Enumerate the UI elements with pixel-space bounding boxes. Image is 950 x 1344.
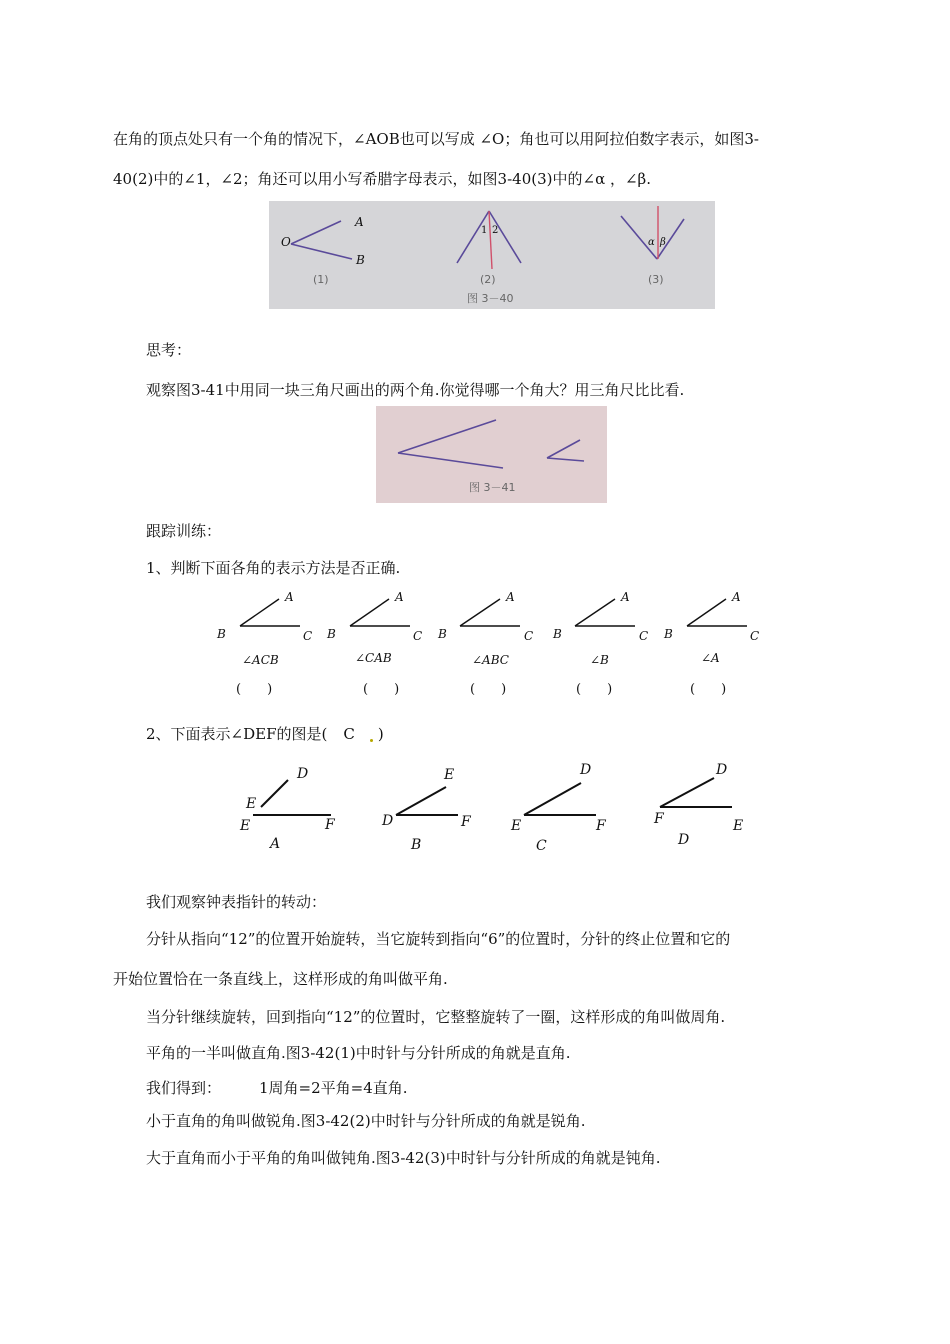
think-question: 观察图3-41中用同一块三角尺画出的两个角.你觉得哪一个角大？用三角尺比比看. <box>146 381 685 399</box>
clock-p6: 小于直角的角叫做锐角.图3-42(2)中时针与分针所成的角就是锐角. <box>146 1112 586 1130</box>
question-1: 1、判断下面各角的表示方法是否正确. <box>146 559 401 577</box>
q2-c-top: D <box>580 762 592 778</box>
q1-item2-c: C <box>413 629 423 643</box>
q1-item2-notation: ∠CAB <box>355 651 392 665</box>
q2-d-top: D <box>716 762 728 778</box>
clock-p3: 当分针继续旋转，回到指向“12”的位置时，它整整旋转了一圈，这样形成的角叫做周角. <box>146 1008 726 1026</box>
q2-c-left: E <box>511 818 522 834</box>
q1-item3-a: A <box>506 590 515 604</box>
sub-label-2: (2) <box>480 273 496 286</box>
clock-p4: 平角的一半叫做直角.图3-42(1)中时针与分针所成的角就是直角. <box>146 1044 571 1062</box>
q1-item5-answer[interactable]: ( ) <box>690 682 727 697</box>
intro-line-1: 在角的顶点处只有一个角的情况下，∠AOB也可以写成 ∠O；角也可以用阿拉伯数字表示，如图3- <box>113 130 759 148</box>
figure-3-41-caption: 图 3－41 <box>469 481 516 494</box>
q2-c-letter: C <box>536 838 547 854</box>
q1-item4-notation: ∠B <box>590 653 609 667</box>
figure-3-40-caption: 图 3－40 <box>467 292 514 305</box>
q1-item2-b: B <box>327 627 336 641</box>
q1-item4-answer[interactable]: ( ) <box>576 682 613 697</box>
q2-b-letter: B <box>411 837 422 853</box>
label-angle-2: 2 <box>492 225 499 236</box>
label-a: A <box>355 215 364 229</box>
label-b: B <box>356 253 365 267</box>
q2-d-left: F <box>654 811 664 827</box>
practice-heading: 跟踪训练： <box>146 522 222 540</box>
question-2-answer: C <box>343 725 355 743</box>
q2-d-letter: D <box>678 832 690 848</box>
clock-p7: 大于直角而小于平角的角叫做钝角.图3-42(3)中时针与分针所成的角就是钝角. <box>146 1149 661 1167</box>
q1-item1-answer[interactable]: ( ) <box>236 682 273 697</box>
q1-item1-c: C <box>303 629 313 643</box>
clock-p5-label: 我们得到： <box>146 1079 222 1097</box>
intro-line-2: 40(2)中的∠1，∠2；角还可以用小写希腊字母表示，如图3-40(3)中的∠α ，∠β. <box>113 170 651 188</box>
label-alpha: α <box>648 237 655 248</box>
question-2-suffix: ) <box>377 725 384 743</box>
sub-label-1: (1) <box>313 273 329 286</box>
q1-item4-b: B <box>553 627 562 641</box>
q2-a-mid: E <box>246 796 257 812</box>
q1-item3-b: B <box>438 627 447 641</box>
q1-item1-b: B <box>217 627 226 641</box>
q1-item5-c: C <box>750 629 760 643</box>
q1-item1-a: A <box>285 590 294 604</box>
clock-p1: 我们观察钟表指针的转动： <box>146 893 327 911</box>
q1-item2-a: A <box>395 590 404 604</box>
q2-a-top: D <box>297 766 309 782</box>
q2-b-left: D <box>382 813 394 829</box>
sub-label-3: (3) <box>648 273 664 286</box>
q2-b-top: E <box>444 767 455 783</box>
question-2-prefix: 2、下面表示∠DEF的图是( <box>146 725 328 743</box>
question-2 <box>146 723 384 744</box>
figure-3-40 <box>269 201 715 309</box>
q2-c-right: F <box>596 818 606 834</box>
q2-a-left: E <box>240 818 251 834</box>
mark-dot <box>370 739 373 742</box>
q1-item1-notation: ∠ACB <box>242 653 279 667</box>
think-heading: 思考： <box>146 341 192 359</box>
clock-p2-line1: 分针从指向“12”的位置开始旋转，当它旋转到指向“6”的位置时，分针的终止位置和它的 <box>146 930 731 948</box>
q1-item5-a: A <box>732 590 741 604</box>
q1-item3-c: C <box>524 629 534 643</box>
q1-item3-answer[interactable]: ( ) <box>470 682 507 697</box>
clock-p2-line2: 开始位置恰在一条直线上，这样形成的角叫做平角. <box>113 970 448 988</box>
figure-3-41 <box>376 406 607 503</box>
q2-d-right: E <box>733 818 744 834</box>
label-o: O <box>281 235 291 249</box>
label-beta: β <box>660 237 666 248</box>
label-angle-1: 1 <box>481 225 488 236</box>
q2-a-right: F <box>325 817 335 833</box>
q1-item3-notation: ∠ABC <box>472 653 509 667</box>
clock-p5 <box>146 1077 408 1098</box>
q1-item2-answer[interactable]: ( ) <box>363 682 400 697</box>
q1-item4-a: A <box>621 590 630 604</box>
clock-p5-formula: 1周角=2平角=4直角. <box>259 1079 408 1097</box>
q1-item5-b: B <box>664 627 673 641</box>
q1-item4-c: C <box>639 629 649 643</box>
q2-figures <box>236 760 756 860</box>
q1-figures <box>214 590 774 700</box>
q2-b-right: F <box>461 814 471 830</box>
q1-item5-notation: ∠A <box>701 651 720 665</box>
q2-a-letter: A <box>270 836 281 852</box>
